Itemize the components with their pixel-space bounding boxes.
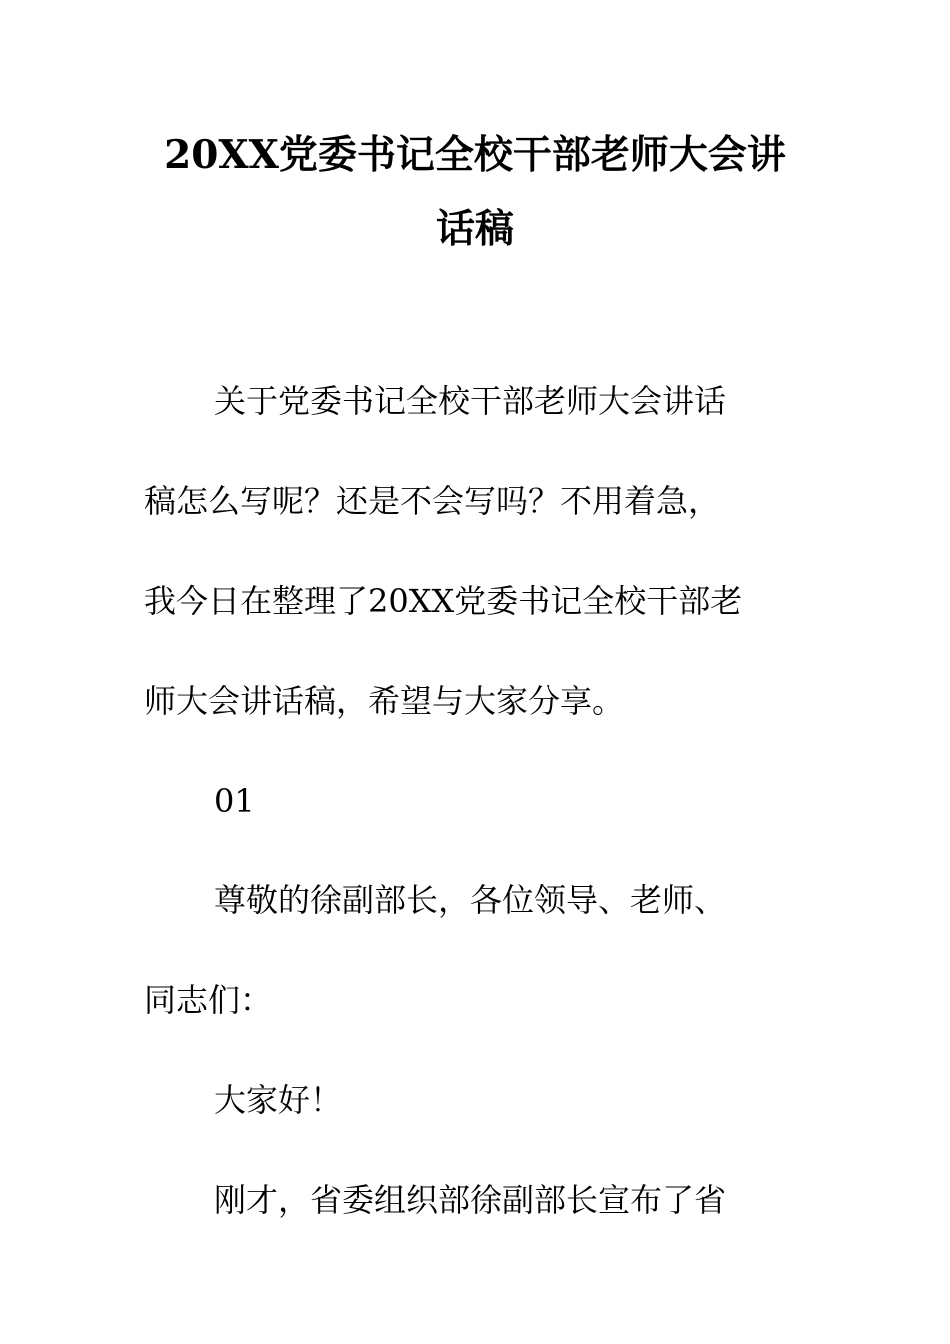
body-line-1: 关于党委书记全校干部老师大会讲话 — [214, 382, 727, 420]
body-line-2: 稿怎么写呢？还是不会写吗？不用着急， — [144, 482, 721, 520]
document-title-line-1: 20XX党委书记全校干部老师大会讲 — [164, 132, 786, 178]
document-title-line-2: 话稿 — [435, 206, 514, 252]
body-line-last: 刚才，省委组织部徐副部长宣布了省 — [214, 1181, 727, 1219]
body-line-3: 我今日在整理了20XX党委书记全校干部老 — [144, 582, 743, 620]
body-line-hello: 大家好！ — [214, 1081, 343, 1119]
section-number: 01 — [214, 782, 255, 820]
body-line-greeting-1: 尊敬的徐副部长，各位领导、老师、 — [214, 881, 727, 919]
body-line-4: 师大会讲话稿，希望与大家分享。 — [144, 682, 625, 720]
body-line-greeting-2: 同志们： — [144, 981, 273, 1019]
